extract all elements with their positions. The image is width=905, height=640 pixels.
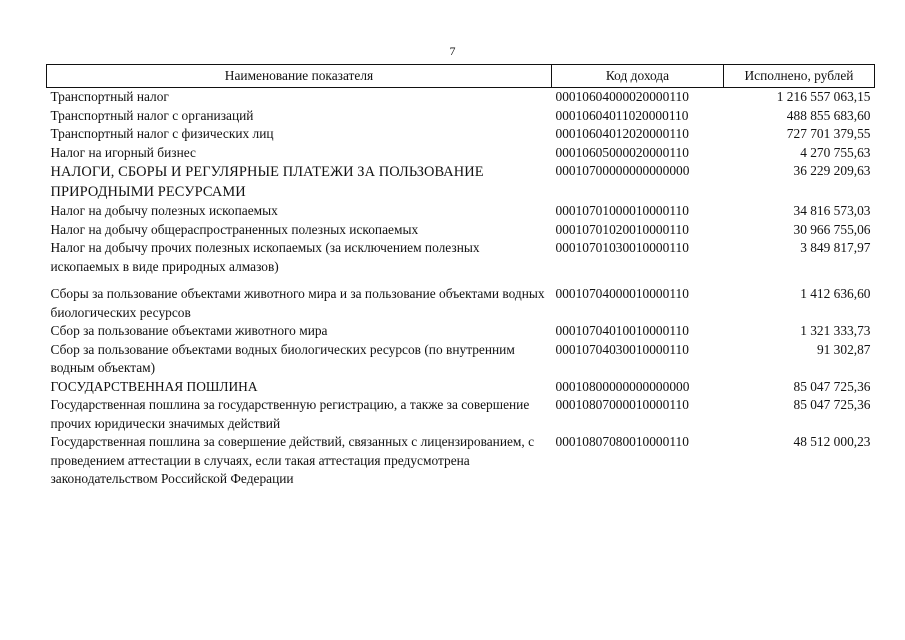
row-value: 488 855 683,60: [786, 107, 871, 123]
table-row: [47, 322, 875, 341]
column-header-value: Исполнено, рублей: [724, 65, 875, 88]
row-code: 00010700000000000000: [555, 163, 690, 178]
row-code: 00010604012020000110: [555, 126, 689, 141]
row-value: 85 047 725,36: [793, 378, 871, 394]
row-code: 00010604000020000110: [555, 89, 689, 104]
table-row: [47, 107, 875, 126]
row-code: 00010701020010000110: [555, 221, 689, 237]
table-row: [47, 341, 875, 378]
row-value: 1 216 557 063,15: [776, 89, 871, 104]
row-name: Транспортный налог с организаций: [50, 107, 254, 123]
table-row: [47, 125, 875, 144]
column-header-name: Наименование показателя: [47, 65, 552, 88]
row-value: 1 412 636,60: [800, 286, 871, 301]
row-name: Сбор за пользование объектами животного мира: [50, 323, 328, 338]
table-row: [47, 433, 875, 489]
row-value: 727 701 379,55: [786, 126, 871, 141]
row-code: 00010807000010000110: [555, 397, 689, 412]
row-value: 1 321 333,73: [800, 323, 871, 338]
table-row: [47, 239, 875, 285]
row-name: Транспортный налог с физических лиц: [50, 126, 274, 141]
row-code: 00010701000010000110: [555, 203, 689, 218]
row-name: Транспортный налог: [50, 89, 169, 104]
row-name: Налог на игорный бизнес: [50, 144, 196, 160]
table-row-section: [47, 162, 875, 202]
row-name: Сборы за пользование объектами животного мира и за пользование объектами водных биологических ресурсов: [50, 286, 545, 320]
row-value: 3 849 817,97: [800, 240, 871, 255]
row-name: Сбор за пользование объектами водных биологических ресурсов (по внутренним водным объектам): [50, 341, 515, 375]
row-value: 30 966 755,06: [793, 221, 871, 237]
column-header-code: Код дохода: [552, 65, 724, 88]
row-code: 00010807080010000110: [555, 434, 689, 449]
row-name: Налог на добычу полезных ископаемых: [50, 203, 278, 218]
table-row: [47, 144, 875, 163]
table-header-row: [47, 65, 875, 88]
table-row: [47, 202, 875, 221]
row-code: 00010604011020000110: [555, 107, 689, 123]
row-name: ГОСУДАРСТВЕННАЯ ПОШЛИНА: [50, 378, 258, 394]
row-value: 34 816 573,03: [793, 203, 871, 218]
row-value: 4 270 755,63: [800, 144, 871, 160]
row-value: 85 047 725,36: [793, 397, 871, 412]
row-name: Государственная пошлина за государственную регистрацию, а также за совершение прочих юридически значимых действий: [50, 397, 530, 431]
row-name: НАЛОГИ, СБОРЫ И РЕГУЛЯРНЫЕ ПЛАТЕЖИ ЗА ПОЛЬЗОВАНИЕ ПРИРОДНЫМИ РЕСУРСАМИ: [50, 164, 484, 200]
row-code: 00010704030010000110: [555, 341, 689, 357]
table-row: [47, 396, 875, 433]
row-name: Государственная пошлина за совершение действий, связанных с лицензированием, с проведением аттестации в случаях, если такая аттестация предусмотрена законодательством Российской Федерации: [50, 434, 535, 486]
row-code: 00010800000000000000: [555, 378, 690, 394]
page-number: 7: [449, 44, 456, 58]
table-row: [47, 285, 875, 322]
row-code: 00010704000010000110: [555, 286, 689, 301]
row-code: 00010701030010000110: [555, 240, 689, 255]
row-value: 48 512 000,23: [793, 434, 871, 449]
row-name: Налог на добычу прочих полезных ископаемых (за исключением полезных ископаемых в виде природных алмазов): [50, 240, 480, 274]
table-row-section: [47, 378, 875, 397]
table-row: [47, 88, 875, 107]
row-value: 36 229 209,63: [793, 163, 871, 178]
row-code: 00010704010010000110: [555, 323, 689, 338]
row-value: 91 302,87: [816, 341, 871, 357]
row-name: Налог на добычу общераспространенных полезных ископаемых: [50, 221, 419, 237]
table-row: [47, 221, 875, 240]
row-code: 00010605000020000110: [555, 144, 689, 160]
revenue-table: [46, 64, 875, 489]
